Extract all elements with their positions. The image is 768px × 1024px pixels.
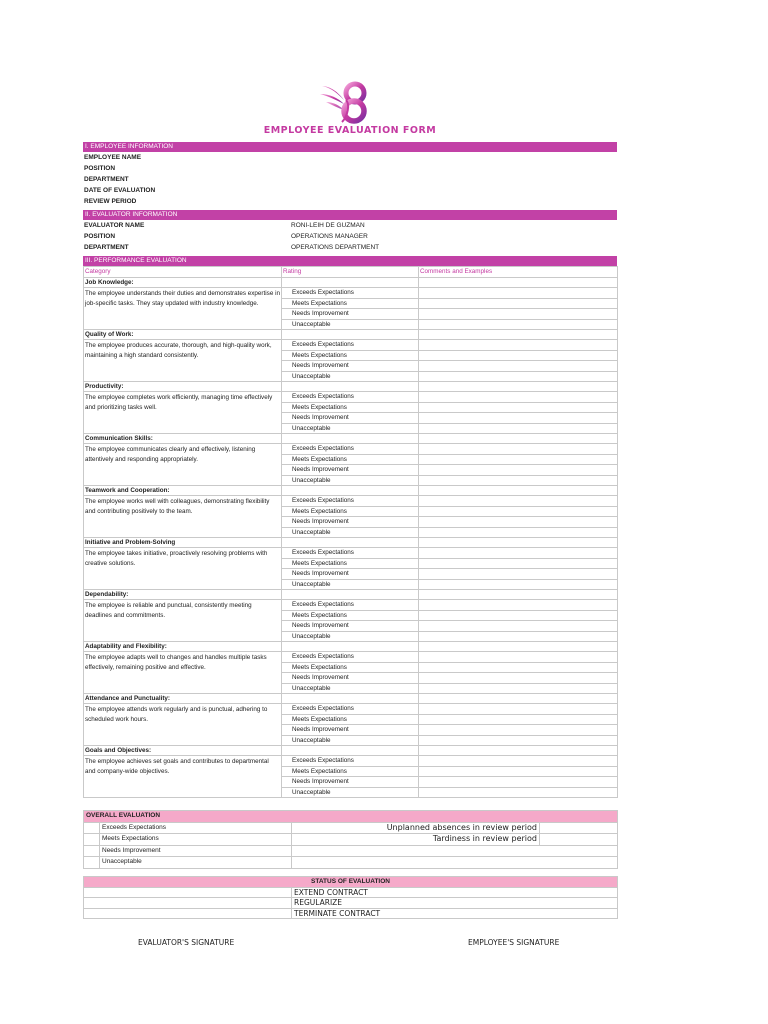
category-name: Attendance and Punctuality: [84,694,282,704]
category-comment-blank [419,486,618,496]
rating-option[interactable]: Needs Improvement [282,413,419,424]
status-row [84,908,618,919]
comment-cell[interactable] [419,579,618,590]
comment-cell[interactable] [419,714,618,725]
rating-option[interactable]: Unacceptable [282,683,419,694]
status-option[interactable]: TERMINATE CONTRACT [292,908,618,919]
rating-option[interactable]: Needs Improvement [282,673,419,684]
rating-option[interactable]: Exceeds Expectations [282,444,419,455]
category-row [84,746,618,756]
status-checkbox[interactable] [84,887,292,898]
comment-cell[interactable] [419,496,618,507]
rating-option[interactable]: Exceeds Expectations [282,340,419,351]
rating-option[interactable]: Needs Improvement [282,309,419,320]
category-description: The employee takes initiative, proactively resolving problems with creative solutions. [84,548,282,590]
overall-row [84,834,618,846]
category-row [84,590,618,600]
category-description: The employee communicates clearly and effectively, listening attentively and responding appropriately. [84,444,282,486]
rating-option[interactable]: Unacceptable [282,527,419,538]
overall-row [84,857,618,869]
form-title: EMPLOYEE EVALUATION FORM [263,125,437,136]
field-value: OPERATIONS MANAGER [291,233,368,240]
rating-option[interactable]: Meets Expectations [282,558,419,569]
field-label: POSITION [84,233,116,240]
comment-cell[interactable] [419,423,618,434]
rating-option[interactable]: Unacceptable [282,631,419,642]
rating-option[interactable]: Meets Expectations [282,610,419,621]
rating-option[interactable]: Needs Improvement [282,361,419,372]
rating-option[interactable]: Unacceptable [282,787,419,798]
status-row [84,898,618,909]
category-rating-blank [282,746,419,756]
comment-cell[interactable] [419,361,618,372]
evaluator-signature: EVALUATOR'S SIGNATURE [138,938,235,947]
rating-row [84,340,618,351]
comment-cell[interactable] [419,756,618,767]
category-name: Productivity: [84,382,282,392]
comment-cell[interactable] [419,548,618,559]
section-header: II. EVALUATOR INFORMATION [83,210,617,220]
category-comment-blank [419,538,618,548]
col-comments: Comments and Examples [419,267,618,278]
comment-cell[interactable] [419,413,618,424]
comment-cell[interactable] [419,787,618,798]
field-position: POSITION [84,165,116,172]
category-comment-blank [419,746,618,756]
status-row [84,887,618,898]
comment-cell[interactable] [419,777,618,788]
category-description: The employee is reliable and punctual, consistently meeting deadlines and commitments. [84,600,282,642]
field-review-period: REVIEW PERIOD [84,198,137,205]
overall-header-row [84,811,618,823]
category-row [84,278,618,288]
rating-option[interactable]: Unacceptable [282,579,419,590]
category-rating-blank [282,538,419,548]
employee-info-section [83,142,617,207]
status-option[interactable]: EXTEND CONTRACT [292,887,618,898]
overall-empty [292,845,618,857]
category-name: Teamwork and Cooperation: [84,486,282,496]
rating-row [84,652,618,663]
performance-section-header-wrap [83,256,617,266]
comment-cell[interactable] [419,735,618,746]
category-name: Dependability: [84,590,282,600]
comment-cell[interactable] [419,725,618,736]
status-header-row [84,877,618,888]
field-value: RONI-LEIH DE GUZMAN [291,222,365,229]
rating-row [84,600,618,611]
field-evaluator-name [83,220,617,231]
rating-option[interactable]: Meets Expectations [282,766,419,777]
rating-row [84,444,618,455]
overall-option[interactable]: Exceeds Expectations [100,822,292,834]
section-header: I. EMPLOYEE INFORMATION [83,142,617,152]
comment-cell[interactable] [419,319,618,330]
category-description: The employee understands their duties and demonstrates expertise in job-specific tasks. They stay updated with industry knowledge. [84,288,282,330]
overall-header: OVERALL EVALUATION [84,811,618,823]
category-rating-blank [282,642,419,652]
category-description: The employee produces accurate, thorough, and high-quality work, maintaining a high standard consistently. [84,340,282,382]
category-row [84,434,618,444]
rating-option[interactable]: Exceeds Expectations [282,600,419,611]
rating-row [84,548,618,559]
section-header: III. PERFORMANCE EVALUATION [83,256,617,266]
overall-row [84,822,618,834]
comment-cell[interactable] [419,350,618,361]
category-rating-blank [282,486,419,496]
rating-row [84,392,618,403]
category-comment-blank [419,434,618,444]
rating-option[interactable]: Meets Expectations [282,662,419,673]
category-name: Initiative and Problem-Solving [84,538,282,548]
overall-spacer [84,845,100,857]
category-rating-blank [282,278,419,288]
evaluator-info-section [83,210,617,253]
overall-evaluation [83,810,617,869]
comment-cell[interactable] [419,527,618,538]
comment-cell[interactable] [419,673,618,684]
category-description: The employee completes work efficiently, managing time effectively and prioritizing tasks well. [84,392,282,434]
category-name: Job Knowledge: [84,278,282,288]
comment-cell[interactable] [419,558,618,569]
comment-cell[interactable] [419,683,618,694]
category-row [84,486,618,496]
rating-option[interactable]: Unacceptable [282,423,419,434]
field-evaluator-position [83,231,617,242]
category-row [84,330,618,340]
comment-cell[interactable] [419,766,618,777]
comment-cell[interactable] [419,465,618,476]
category-rating-blank [282,330,419,340]
rating-option[interactable]: Unacceptable [282,735,419,746]
rating-option[interactable]: Meets Expectations [282,350,419,361]
field-date-of-evaluation: DATE OF EVALUATION [84,187,156,194]
category-rating-blank [282,590,419,600]
category-comment-blank [419,278,618,288]
overall-spacer [84,857,100,869]
rating-option[interactable]: Exceeds Expectations [282,548,419,559]
category-comment-blank [419,590,618,600]
comment-cell[interactable] [419,340,618,351]
rating-option[interactable]: Needs Improvement [282,777,419,788]
category-row [84,538,618,548]
rating-option[interactable]: Unacceptable [282,371,419,382]
col-category: Category [84,267,282,278]
rating-option[interactable]: Exceeds Expectations [282,756,419,767]
rating-option[interactable]: Meets Expectations [282,506,419,517]
rating-option[interactable]: Meets Expectations [282,402,419,413]
comment-cell[interactable] [419,444,618,455]
status-of-evaluation [83,876,617,919]
category-rating-blank [282,694,419,704]
comment-cell[interactable] [419,662,618,673]
rating-option[interactable]: Exceeds Expectations [282,704,419,715]
comment-cell[interactable] [419,298,618,309]
category-rating-blank [282,382,419,392]
overall-empty [292,857,618,869]
rating-option[interactable]: Needs Improvement [282,569,419,580]
overall-option[interactable]: Meets Expectations [100,834,292,846]
comment-cell[interactable] [419,475,618,486]
category-row [84,382,618,392]
category-row [84,694,618,704]
comment-cell[interactable] [419,454,618,465]
comment-cell[interactable] [419,631,618,642]
category-description: The employee achieves set goals and contributes to departmental and company-wide objectives. [84,756,282,798]
category-name: Goals and Objectives: [84,746,282,756]
category-comment-blank [419,382,618,392]
comment-cell[interactable] [419,704,618,715]
status-header: STATUS OF EVALUATION [84,877,618,888]
employee-signature: EMPLOYEE'S SIGNATURE [468,938,560,947]
overall-row [84,845,618,857]
comment-cell[interactable] [419,652,618,663]
category-name: Quality of Work: [84,330,282,340]
comment-cell[interactable] [419,569,618,580]
rating-option[interactable]: Unacceptable [282,319,419,330]
rating-option[interactable]: Needs Improvement [282,725,419,736]
absences-label: Unplanned absences in review period [292,822,540,834]
category-name: Adaptability and Flexibility: [84,642,282,652]
comment-cell[interactable] [419,506,618,517]
field-label: DEPARTMENT [84,244,129,251]
rating-option[interactable]: Exceeds Expectations [282,496,419,507]
overall-spacer [84,834,100,846]
field-label: EVALUATOR NAME [84,222,145,229]
status-option[interactable]: REGULARIZE [292,898,618,909]
overall-spacer [84,822,100,834]
comment-cell[interactable] [419,517,618,528]
performance-table-header [84,267,618,278]
comment-cell[interactable] [419,309,618,320]
category-description: The employee attends work regularly and is punctual, adhering to scheduled work hours. [84,704,282,746]
rating-option[interactable]: Meets Expectations [282,298,419,309]
category-row [84,642,618,652]
company-logo [318,80,372,126]
performance-table [83,266,617,798]
rating-option[interactable]: Exceeds Expectations [282,652,419,663]
rating-option[interactable]: Meets Expectations [282,454,419,465]
rating-option[interactable]: Exceeds Expectations [282,392,419,403]
comment-cell[interactable] [419,621,618,632]
field-value: OPERATIONS DEPARTMENT [291,244,380,251]
field-evaluator-department [83,242,617,253]
absences-input[interactable] [540,822,618,834]
comment-cell[interactable] [419,402,618,413]
overall-option[interactable]: Unacceptable [100,857,292,869]
comment-cell[interactable] [419,392,618,403]
field-department: DEPARTMENT [84,176,129,183]
category-comment-blank [419,642,618,652]
category-comment-blank [419,330,618,340]
comment-cell[interactable] [419,600,618,611]
field-employee-name: EMPLOYEE NAME [84,154,142,161]
rating-option[interactable]: Exceeds Expectations [282,288,419,299]
rating-option[interactable]: Needs Improvement [282,621,419,632]
rating-row [84,756,618,767]
category-description: The employee works well with colleagues, demonstrating flexibility and contributing positively to the team. [84,496,282,538]
comment-cell[interactable] [419,288,618,299]
rating-option[interactable]: Unacceptable [282,475,419,486]
category-name: Communication Skills: [84,434,282,444]
overall-option[interactable]: Needs Improvement [100,845,292,857]
category-rating-blank [282,434,419,444]
tardiness-input[interactable] [540,834,618,846]
rating-option[interactable]: Needs Improvement [282,517,419,528]
comment-cell[interactable] [419,610,618,621]
rating-row [84,496,618,507]
status-checkbox[interactable] [84,908,292,919]
category-description: The employee adapts well to changes and handles multiple tasks effectively, remaining positive and effective. [84,652,282,694]
category-comment-blank [419,694,618,704]
status-checkbox[interactable] [84,898,292,909]
comment-cell[interactable] [419,371,618,382]
rating-row [84,704,618,715]
tardiness-label: Tardiness in review period [292,834,540,846]
rating-option[interactable]: Meets Expectations [282,714,419,725]
col-rating: Rating [282,267,419,278]
rating-option[interactable]: Needs Improvement [282,465,419,476]
rating-row [84,288,618,299]
